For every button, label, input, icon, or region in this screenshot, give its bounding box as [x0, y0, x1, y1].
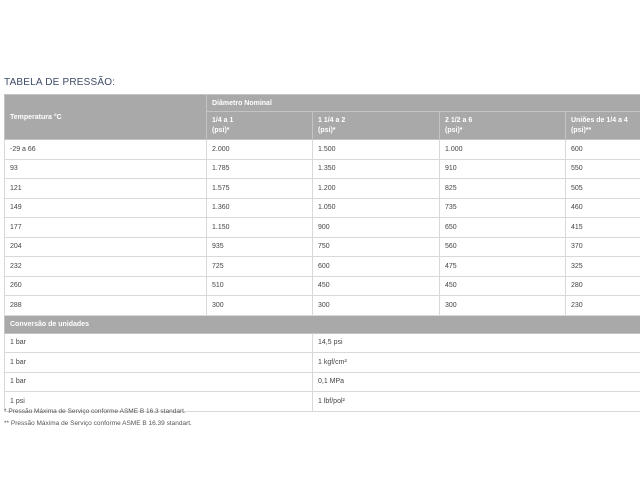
table-cell: 510 [207, 276, 313, 296]
table-cell: 550 [566, 159, 640, 179]
table-row [5, 179, 640, 199]
table-cell: 370 [566, 237, 640, 257]
table-cell: 260 [5, 276, 207, 296]
table-row [5, 276, 640, 296]
pressure-table [4, 94, 640, 412]
table-cell: 1.360 [207, 198, 313, 218]
table-cell: 825 [440, 179, 566, 199]
table-cell: 460 [566, 198, 640, 218]
size-header: 2 1/2 a 6 (psi)* [440, 112, 566, 140]
table-cell: 288 [5, 296, 207, 316]
table-row [5, 159, 640, 179]
table-cell: 204 [5, 237, 207, 257]
temperature-header: Temperatura °C [5, 95, 207, 140]
size-header: 1/4 a 1 (psi)* [207, 112, 313, 140]
table-cell: 1.150 [207, 218, 313, 238]
conversion-value: 0,1 MPa [313, 372, 640, 392]
table-cell: 121 [5, 179, 207, 199]
size-header: 1 1/4 a 2 (psi)* [313, 112, 440, 140]
table-cell: 149 [5, 198, 207, 218]
conversion-value: 1 kgf/cm² [313, 353, 640, 373]
conversion-value: 1 lbf/pol² [313, 392, 640, 412]
table-row [5, 257, 640, 277]
table-cell: 325 [566, 257, 640, 277]
conversion-row [5, 353, 640, 373]
table-cell: 93 [5, 159, 207, 179]
table-cell: 600 [566, 140, 640, 160]
footnote: ** Pressão Máxima de Serviço conforme ASME B 16.39 standart. [4, 420, 192, 427]
table-row [5, 198, 640, 218]
nominal-diameter-header: Diâmetro Nominal [207, 95, 640, 112]
table-cell: 1.200 [313, 179, 440, 199]
table-cell: 232 [5, 257, 207, 277]
table-cell: 450 [313, 276, 440, 296]
conversion-unit: 1 bar [5, 353, 313, 373]
conversion-row [5, 372, 640, 392]
table-cell: 900 [313, 218, 440, 238]
table-header-row [5, 95, 640, 112]
table-cell: 300 [440, 296, 566, 316]
table-row [5, 296, 640, 316]
conversion-unit: 1 psi [5, 392, 313, 412]
table-cell: 2.000 [207, 140, 313, 160]
table-cell: 1.350 [313, 159, 440, 179]
table-cell: 280 [566, 276, 640, 296]
conversion-unit: 1 bar [5, 372, 313, 392]
table-cell: 1.785 [207, 159, 313, 179]
table-cell: 300 [313, 296, 440, 316]
table-cell: 300 [207, 296, 313, 316]
table-cell: 230 [566, 296, 640, 316]
table-cell: 1.575 [207, 179, 313, 199]
conversion-unit: 1 bar [5, 333, 313, 353]
size-header: Uniões de 1/4 a 4 (psi)** [566, 112, 640, 140]
table-row [5, 140, 640, 160]
table-cell: 650 [440, 218, 566, 238]
conversion-row [5, 333, 640, 353]
table-cell: 560 [440, 237, 566, 257]
conversion-title: Conversão de unidades [5, 315, 640, 333]
table-cell: 450 [440, 276, 566, 296]
table-cell: 1.000 [440, 140, 566, 160]
conversion-header-row [5, 315, 640, 333]
table-cell: -29 a 66 [5, 140, 207, 160]
table-cell: 735 [440, 198, 566, 218]
table-cell: 1.050 [313, 198, 440, 218]
table-cell: 415 [566, 218, 640, 238]
footnote: * Pressão Máxima de Serviço conforme ASME B 16.3 standart. [4, 408, 186, 415]
conversion-value: 14,5 psi [313, 333, 640, 353]
table-cell: 600 [313, 257, 440, 277]
table-cell: 935 [207, 237, 313, 257]
table-cell: 910 [440, 159, 566, 179]
table-row [5, 237, 640, 257]
table-row [5, 218, 640, 238]
table-cell: 1.500 [313, 140, 440, 160]
page-title: TABELA DE PRESSÃO: [4, 77, 116, 88]
table-cell: 725 [207, 257, 313, 277]
table-cell: 505 [566, 179, 640, 199]
table-cell: 177 [5, 218, 207, 238]
table-cell: 475 [440, 257, 566, 277]
table-cell: 750 [313, 237, 440, 257]
